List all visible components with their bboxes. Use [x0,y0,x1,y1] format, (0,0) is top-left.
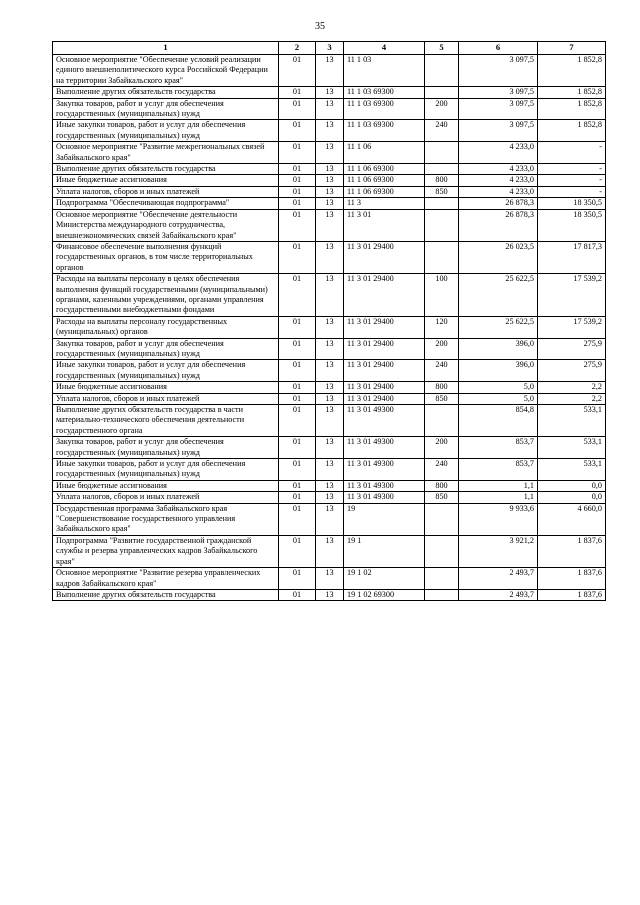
row-description: Основное мероприятие "Обеспечение деятельности Министерства международного сотрудничества, внешнеэкономических связей Забайкальского края" [53,209,279,241]
section-code: 01 [279,503,316,535]
expense-type-code: 200 [425,338,459,360]
plan-amount: 1,1 [459,480,538,491]
row-description: Иные закупки товаров, работ и услуг для обеспечения государственных (муниципальных) нужд [53,120,279,142]
section-code: 01 [279,338,316,360]
table-row [53,241,606,273]
column-header-4: 4 [344,42,425,55]
plan-amount: 1,1 [459,492,538,503]
executed-amount: 2,2 [538,382,606,393]
target-item-code: 11 1 06 69300 [344,164,425,175]
executed-amount: 18 350,5 [538,209,606,241]
expense-type-code: 200 [425,437,459,459]
plan-amount: 3 097,5 [459,98,538,120]
section-code: 01 [279,568,316,590]
target-item-code: 11 3 01 [344,209,425,241]
section-code: 01 [279,55,316,87]
row-description: Иные бюджетные ассигнования [53,175,279,186]
expense-type-code [425,164,459,175]
executed-amount: 275,9 [538,338,606,360]
executed-amount: - [538,175,606,186]
executed-amount: 1 852,8 [538,120,606,142]
section-code: 01 [279,98,316,120]
section-code: 01 [279,164,316,175]
column-header-3: 3 [316,42,344,55]
expense-type-code [425,198,459,209]
target-item-code: 11 1 03 69300 [344,98,425,120]
plan-amount: 5,0 [459,393,538,404]
row-description: Закупка товаров, работ и услуг для обеспечения государственных (муниципальных) нужд [53,338,279,360]
plan-amount: 4 233,0 [459,175,538,186]
table-row [53,338,606,360]
expense-type-code [425,55,459,87]
expense-type-code: 240 [425,459,459,481]
row-description: Основное мероприятие "Обеспечение условий реализации единого внешнеполитического курса Российской Федерации на территории Забайкальского края" [53,55,279,87]
expense-type-code [425,589,459,600]
executed-amount: 1 837,6 [538,535,606,567]
subsection-code: 13 [316,480,344,491]
target-item-code: 11 3 01 29400 [344,241,425,273]
section-code: 01 [279,87,316,98]
plan-amount: 26 878,3 [459,209,538,241]
expense-type-code [425,142,459,164]
executed-amount: - [538,186,606,197]
expense-type-code: 850 [425,492,459,503]
table-row [53,55,606,87]
section-code: 01 [279,209,316,241]
target-item-code: 11 3 01 49300 [344,405,425,437]
subsection-code: 13 [316,274,344,317]
expense-type-code: 100 [425,274,459,317]
expense-type-code: 240 [425,360,459,382]
row-description: Выполнение других обязательств государства [53,164,279,175]
section-code: 01 [279,382,316,393]
row-description: Выполнение других обязательств государства [53,589,279,600]
table-row [53,164,606,175]
plan-amount: 854,8 [459,405,538,437]
row-description: Закупка товаров, работ и услуг для обеспечения государственных (муниципальных) нужд [53,437,279,459]
target-item-code: 19 1 02 [344,568,425,590]
table-row [53,274,606,317]
target-item-code: 11 1 03 69300 [344,120,425,142]
subsection-code: 13 [316,393,344,404]
section-code: 01 [279,142,316,164]
subsection-code: 13 [316,98,344,120]
table-row [53,382,606,393]
subsection-code: 13 [316,241,344,273]
executed-amount: 2,2 [538,393,606,404]
section-code: 01 [279,186,316,197]
row-description: Расходы на выплаты персоналу государственных (муниципальных) органов [53,316,279,338]
section-code: 01 [279,393,316,404]
table-row [53,393,606,404]
expense-type-code [425,241,459,273]
table-row [53,120,606,142]
target-item-code: 19 [344,503,425,535]
row-description: Основное мероприятие "Развитие резерва управленческих кадров Забайкальского края" [53,568,279,590]
expense-type-code [425,535,459,567]
row-description: Уплата налогов, сборов и иных платежей [53,492,279,503]
plan-amount: 3 921,2 [459,535,538,567]
executed-amount: 533,1 [538,405,606,437]
section-code: 01 [279,198,316,209]
executed-amount: 17 539,2 [538,274,606,317]
plan-amount: 26 023,5 [459,241,538,273]
section-code: 01 [279,535,316,567]
target-item-code: 11 1 06 [344,142,425,164]
target-item-code: 19 1 [344,535,425,567]
expense-type-code [425,405,459,437]
row-description: Основное мероприятие "Развитие межрегиональных связей Забайкальского края" [53,142,279,164]
subsection-code: 13 [316,568,344,590]
row-description: Финансовое обеспечение выполнения функций государственных органов, в том числе территориальных органов [53,241,279,273]
row-description: Иные закупки товаров, работ и услуг для обеспечения государственных (муниципальных) нужд [53,360,279,382]
target-item-code: 11 3 01 49300 [344,492,425,503]
subsection-code: 13 [316,338,344,360]
table-row [53,459,606,481]
expense-type-code: 850 [425,393,459,404]
subsection-code: 13 [316,589,344,600]
executed-amount: 4 660,0 [538,503,606,535]
expense-type-code [425,568,459,590]
row-description: Иные закупки товаров, работ и услуг для обеспечения государственных (муниципальных) нужд [53,459,279,481]
target-item-code: 11 3 01 49300 [344,459,425,481]
subsection-code: 13 [316,55,344,87]
target-item-code: 11 1 06 69300 [344,175,425,186]
expense-type-code [425,209,459,241]
expense-type-code: 120 [425,316,459,338]
target-item-code: 11 3 01 49300 [344,480,425,491]
expense-type-code: 850 [425,186,459,197]
row-description: Выполнение других обязательств государства [53,87,279,98]
section-code: 01 [279,480,316,491]
table-row [53,568,606,590]
table-row [53,209,606,241]
plan-amount: 853,7 [459,459,538,481]
plan-amount: 3 097,5 [459,87,538,98]
executed-amount: 1 852,8 [538,87,606,98]
table-row [53,142,606,164]
table-row [53,535,606,567]
table-row [53,405,606,437]
row-description: Закупка товаров, работ и услуг для обеспечения государственных (муниципальных) нужд [53,98,279,120]
table-row [53,437,606,459]
column-header-1: 1 [53,42,279,55]
executed-amount: 0,0 [538,492,606,503]
executed-amount: 17 817,3 [538,241,606,273]
section-code: 01 [279,437,316,459]
expense-type-code: 800 [425,480,459,491]
subsection-code: 13 [316,316,344,338]
column-header-2: 2 [279,42,316,55]
target-item-code: 11 1 03 69300 [344,87,425,98]
table-row [53,198,606,209]
target-item-code: 11 3 01 49300 [344,437,425,459]
table-row [53,316,606,338]
expense-type-code [425,87,459,98]
plan-amount: 396,0 [459,360,538,382]
subsection-code: 13 [316,186,344,197]
executed-amount: 1 852,8 [538,98,606,120]
executed-amount: - [538,142,606,164]
section-code: 01 [279,492,316,503]
header-row [53,42,606,55]
executed-amount: - [538,164,606,175]
table-row [53,98,606,120]
section-code: 01 [279,589,316,600]
plan-amount: 2 493,7 [459,589,538,600]
subsection-code: 13 [316,459,344,481]
section-code: 01 [279,459,316,481]
plan-amount: 25 622,5 [459,274,538,317]
subsection-code: 13 [316,405,344,437]
row-description: Подпрограмма "Обеспечивающая подпрограмма" [53,198,279,209]
page-number: 35 [315,21,325,32]
plan-amount: 25 622,5 [459,316,538,338]
expense-type-code: 800 [425,175,459,186]
executed-amount: 0,0 [538,480,606,491]
plan-amount: 3 097,5 [459,120,538,142]
section-code: 01 [279,405,316,437]
expense-type-code: 200 [425,98,459,120]
executed-amount: 1 837,6 [538,589,606,600]
subsection-code: 13 [316,87,344,98]
plan-amount: 3 097,5 [459,55,538,87]
target-item-code: 11 3 [344,198,425,209]
section-code: 01 [279,175,316,186]
target-item-code: 11 3 01 29400 [344,360,425,382]
subsection-code: 13 [316,164,344,175]
plan-amount: 2 493,7 [459,568,538,590]
target-item-code: 11 3 01 29400 [344,274,425,317]
row-description: Иные бюджетные ассигнования [53,480,279,491]
row-description: Расходы на выплаты персоналу в целях обеспечения выполнения функций государственными (муниципальными) органами, казенными учреждениями, органами управления государственными внебюджетными фондами [53,274,279,317]
plan-amount: 9 933,6 [459,503,538,535]
subsection-code: 13 [316,142,344,164]
table-body [53,55,606,601]
column-header-7: 7 [538,42,606,55]
subsection-code: 13 [316,437,344,459]
plan-amount: 396,0 [459,338,538,360]
plan-amount: 5,0 [459,382,538,393]
section-code: 01 [279,241,316,273]
row-description: Выполнение других обязательств государства в части материально-технического обеспечения деятельности государственного органа [53,405,279,437]
subsection-code: 13 [316,175,344,186]
plan-amount: 4 233,0 [459,142,538,164]
table-row [53,175,606,186]
table-row [53,589,606,600]
row-description: Уплата налогов, сборов и иных платежей [53,186,279,197]
plan-amount: 26 878,3 [459,198,538,209]
row-description: Иные бюджетные ассигнования [53,382,279,393]
plan-amount: 853,7 [459,437,538,459]
plan-amount: 4 233,0 [459,186,538,197]
expense-type-code: 800 [425,382,459,393]
subsection-code: 13 [316,382,344,393]
target-item-code: 19 1 02 69300 [344,589,425,600]
subsection-code: 13 [316,209,344,241]
executed-amount: 17 539,2 [538,316,606,338]
subsection-code: 13 [316,492,344,503]
executed-amount: 533,1 [538,437,606,459]
subsection-code: 13 [316,198,344,209]
executed-amount: 18 350,5 [538,198,606,209]
subsection-code: 13 [316,503,344,535]
target-item-code: 11 3 01 29400 [344,382,425,393]
target-item-code: 11 1 06 69300 [344,186,425,197]
row-description: Государственная программа Забайкальского края "Совершенствование государственного управления Забайкальского края" [53,503,279,535]
plan-amount: 4 233,0 [459,164,538,175]
target-item-code: 11 3 01 29400 [344,338,425,360]
row-description: Уплата налогов, сборов и иных платежей [53,393,279,404]
target-item-code: 11 3 01 29400 [344,393,425,404]
table-row [53,480,606,491]
expense-type-code [425,503,459,535]
column-header-6: 6 [459,42,538,55]
column-header-5: 5 [425,42,459,55]
table-row [53,87,606,98]
section-code: 01 [279,274,316,317]
table-row [53,492,606,503]
subsection-code: 13 [316,360,344,382]
section-code: 01 [279,120,316,142]
executed-amount: 275,9 [538,360,606,382]
target-item-code: 11 3 01 29400 [344,316,425,338]
table-row [53,186,606,197]
section-code: 01 [279,316,316,338]
budget-table [52,41,606,601]
executed-amount: 1 852,8 [538,55,606,87]
expense-type-code: 240 [425,120,459,142]
section-code: 01 [279,360,316,382]
executed-amount: 533,1 [538,459,606,481]
row-description: Подпрограмма "Развитие государственной гражданской службы и резерва управленческих кадров Забайкальского края" [53,535,279,567]
table-row [53,360,606,382]
subsection-code: 13 [316,535,344,567]
target-item-code: 11 1 03 [344,55,425,87]
executed-amount: 1 837,6 [538,568,606,590]
subsection-code: 13 [316,120,344,142]
table-row [53,503,606,535]
